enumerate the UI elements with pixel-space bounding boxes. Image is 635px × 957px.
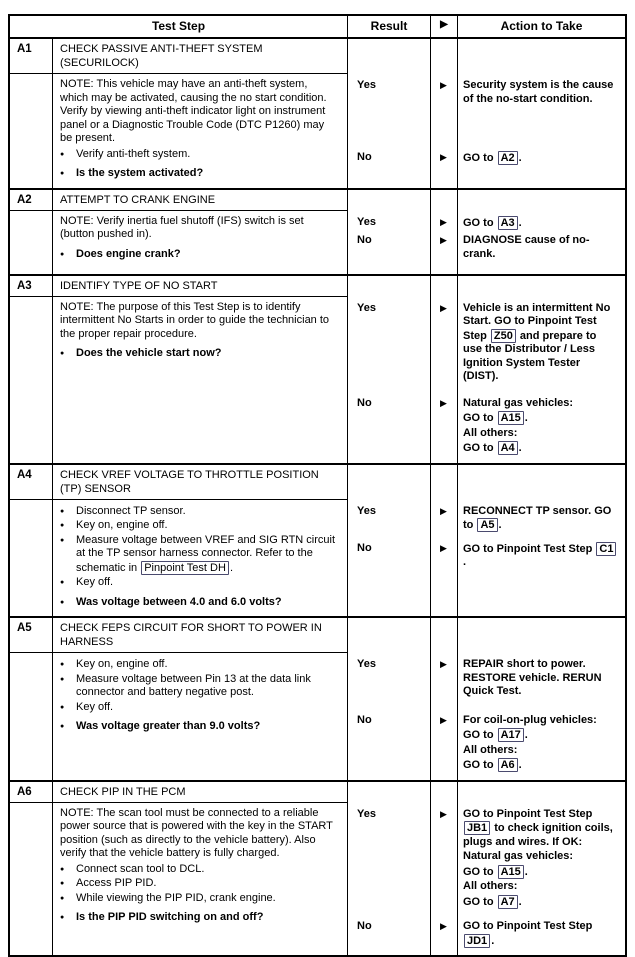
result-label: No (357, 151, 372, 163)
action-paragraph (463, 850, 618, 864)
result-group (347, 920, 622, 949)
action-text (457, 151, 622, 167)
test-step-reference[interactable]: C1 (596, 542, 616, 556)
step-header (10, 618, 347, 653)
test-step-row (10, 618, 625, 782)
test-step-reference[interactable]: A7 (498, 895, 518, 909)
text-segment: Key off. (76, 576, 114, 588)
action-paragraph (463, 758, 618, 773)
result-group (347, 397, 622, 457)
text-segment: Was voltage between 4.0 and 6.0 volts? (76, 595, 282, 608)
column-divider (52, 190, 53, 274)
column-divider (457, 276, 458, 463)
bullet-text (76, 576, 337, 590)
text-segment: . (518, 152, 522, 164)
result-group (347, 216, 622, 232)
result-label: No (357, 234, 372, 246)
result-label: No (357, 920, 372, 932)
test-step-reference[interactable]: JB1 (464, 821, 490, 835)
text-segment: . (518, 216, 522, 229)
step-id: A1 (17, 43, 32, 55)
text-segment: Key on, engine off. (76, 658, 168, 670)
bullet-text (76, 720, 337, 734)
text-segment: GO to Pinpoint Test Step (463, 542, 596, 555)
bullet-text (76, 892, 337, 906)
bullet-text (76, 658, 337, 672)
action-paragraph (463, 542, 618, 570)
text-segment: . (491, 934, 495, 947)
column-divider (430, 276, 431, 463)
bullet-text (76, 505, 337, 519)
bullet-item (60, 892, 337, 906)
text-segment: NOTE: The scan tool must be connected to a reliable power source that is powered with the key in the START position (such as directly to the vehicle battery). Also verify that the vehicle battery is fully charged. (60, 806, 333, 859)
text-segment: GO to (463, 152, 497, 164)
column-divider (347, 782, 348, 956)
action-paragraph (463, 895, 618, 910)
action-paragraph (463, 79, 618, 106)
result-group (347, 505, 622, 534)
text-segment: . (229, 561, 233, 574)
bullet-text (76, 877, 337, 891)
step-content (10, 500, 625, 617)
action-paragraph (463, 151, 618, 166)
text-segment: Key on, engine off. (76, 519, 168, 531)
step-body (10, 297, 347, 368)
bullet-icon: ● (60, 894, 65, 902)
bullet-item (60, 534, 337, 576)
result-group (347, 151, 622, 167)
step-id: A2 (17, 193, 32, 206)
result-label: No (357, 541, 372, 554)
column-divider (457, 465, 458, 617)
action-text (457, 397, 622, 457)
text-segment: and prepare to use the Distributor / Less Ignition System Tester (DIST). (463, 329, 597, 382)
result-arrow-icon: ▶ (440, 505, 447, 516)
action-paragraph (463, 411, 618, 426)
header-action: Action to Take (457, 16, 625, 37)
results-column (347, 803, 625, 956)
bullet-text (76, 347, 337, 361)
action-paragraph (463, 880, 618, 894)
step-body (10, 211, 347, 269)
step-header (10, 190, 347, 211)
bullet-icon: ● (60, 865, 65, 873)
test-step-reference[interactable]: A2 (498, 151, 518, 165)
text-segment: GO to (463, 759, 497, 771)
step-id: A6 (17, 785, 32, 798)
step-content (10, 803, 625, 956)
text-segment: Does engine crank? (76, 247, 181, 260)
test-step-row (10, 465, 625, 619)
test-step-reference[interactable]: A15 (498, 411, 524, 425)
bullet-icon: ● (60, 579, 65, 586)
text-segment: Measure voltage between VREF and SIG RTN circuit at the TP sensor harness connector. Refer to the schematic in (76, 533, 336, 574)
action-text (457, 234, 622, 262)
result-group (347, 302, 622, 385)
column-divider (347, 276, 348, 463)
text-segment: Verify anti-theft system. (76, 147, 191, 160)
result-arrow-icon: ▶ (440, 152, 447, 162)
column-divider (52, 276, 53, 463)
result-group (347, 714, 622, 774)
action-text (457, 658, 622, 700)
test-step-reference[interactable]: A3 (498, 216, 518, 230)
step-content (10, 653, 625, 780)
bullet-icon: ● (60, 914, 65, 921)
test-step-row (10, 190, 625, 276)
action-paragraph (463, 714, 618, 728)
text-segment: Is the system activated? (76, 167, 204, 179)
bullet-icon: ● (60, 703, 65, 711)
bullet-text (76, 673, 337, 700)
result-arrow-icon: ▶ (440, 235, 447, 245)
result-arrow-icon: ▶ (440, 542, 447, 553)
text-segment: . (518, 895, 522, 908)
action-paragraph (463, 505, 618, 533)
results-column (347, 211, 625, 269)
bullet-item (60, 658, 337, 672)
column-divider (430, 39, 431, 188)
bullet-item (60, 720, 337, 734)
action-paragraph (463, 808, 618, 850)
text-segment: NOTE: Verify inertia fuel shutoff (IFS) switch is set (button pushed in). (60, 214, 304, 240)
header-result: Result (347, 16, 430, 37)
column-divider (52, 618, 53, 780)
results-column (347, 653, 625, 780)
result-group (347, 808, 622, 911)
bullet-icon: ● (60, 661, 65, 668)
step-title: IDENTIFY TYPE OF NO START (60, 279, 218, 292)
text-segment: GO to (463, 729, 497, 741)
step-header (10, 782, 347, 803)
result-arrow-icon: ▶ (440, 80, 447, 90)
text-segment: REPAIR short to power. RESTORE vehicle. RERUN Quick Test. (463, 658, 602, 697)
column-divider (347, 618, 348, 780)
column-divider (457, 39, 458, 188)
step-note (60, 301, 337, 342)
step-note (60, 215, 337, 242)
bullet-icon: ● (60, 250, 65, 258)
header-test-step: Test Step (151, 19, 206, 33)
text-segment: Natural gas vehicles: (463, 396, 574, 409)
action-text (457, 920, 622, 949)
column-divider (457, 782, 458, 956)
column-divider (52, 782, 53, 956)
bullet-item (60, 519, 337, 533)
action-text (457, 808, 622, 911)
text-segment: Key off. (76, 700, 114, 713)
text-segment: All others: (463, 426, 518, 439)
results-column (347, 500, 625, 577)
test-step-reference[interactable]: A6 (498, 758, 518, 772)
result-arrow-icon: ▶ (440, 397, 447, 408)
table-header (10, 16, 625, 39)
step-content (10, 297, 625, 463)
step-title: CHECK VREF VOLTAGE TO THROTTLE POSITION (TP) SENSOR (60, 468, 319, 495)
step-body (10, 74, 347, 188)
step-title: ATTEMPT TO CRANK ENGINE (60, 193, 216, 206)
column-divider (430, 782, 431, 956)
action-text (457, 542, 622, 571)
step-id: A4 (17, 468, 32, 481)
column-divider (347, 465, 348, 617)
bullet-icon: ● (60, 507, 65, 515)
text-segment: NOTE: This vehicle may have an anti-theft system, which may be activated, causing the no start condition. Verify by viewing anti-theft indicator light on instrument panel or a Diagnostic Trouble Code (DTC P1260) may be present. (60, 78, 327, 144)
text-segment: Connect scan tool to DCL. (76, 862, 205, 875)
bullet-icon: ● (60, 598, 65, 606)
text-segment: Measure voltage between Pin 13 at the data link connector and battery negative post. (76, 672, 311, 698)
step-header (10, 39, 347, 74)
action-text (457, 79, 622, 107)
bullet-icon: ● (60, 522, 65, 529)
bullet-icon: ● (60, 350, 65, 357)
bullet-icon: ● (60, 536, 65, 544)
action-paragraph (463, 441, 618, 456)
bullet-item (60, 701, 337, 715)
text-segment: GO to (463, 442, 497, 454)
bullet-item (60, 248, 337, 262)
column-divider (347, 39, 348, 188)
result-arrow-icon: ▶ (440, 808, 447, 819)
results-column (347, 297, 625, 463)
action-text (457, 714, 622, 774)
action-paragraph (463, 744, 618, 758)
result-group (347, 542, 622, 571)
column-divider (347, 190, 348, 274)
test-step-row (10, 276, 625, 465)
test-step-reference[interactable]: A17 (498, 728, 524, 742)
step-body (10, 803, 347, 932)
result-group (347, 79, 622, 107)
action-paragraph (463, 427, 618, 441)
text-segment: to check ignition coils, plugs and wires. If OK: (463, 822, 613, 848)
bullet-item (60, 863, 337, 877)
text-segment: Natural gas vehicles: (463, 850, 574, 862)
text-segment: Is the PIP PID switching on and off? (76, 911, 264, 923)
result-label: Yes (357, 658, 376, 670)
bullet-item (60, 576, 337, 590)
action-paragraph (463, 302, 618, 384)
bullet-text (76, 534, 337, 576)
text-segment: . (524, 412, 528, 424)
action-text (457, 302, 622, 385)
action-paragraph (463, 216, 618, 231)
result-arrow-icon: ▶ (440, 921, 447, 931)
column-divider (52, 39, 53, 188)
text-segment: Was voltage greater than 9.0 volts? (76, 720, 261, 732)
step-body (10, 500, 347, 617)
text-segment: DIAGNOSE cause of no-crank. (463, 234, 590, 260)
step-title: CHECK FEPS CIRCUIT FOR SHORT TO POWER IN HARNESS (60, 622, 322, 648)
bullet-icon: ● (60, 170, 65, 177)
result-label: Yes (357, 301, 376, 314)
result-label: No (357, 713, 372, 726)
step-content (10, 211, 625, 269)
column-divider (457, 618, 458, 780)
bullet-item (60, 347, 337, 361)
text-segment: While viewing the PIP PID, crank engine. (76, 891, 276, 904)
result-group (347, 234, 622, 262)
text-segment: . (518, 759, 522, 771)
bullet-icon: ● (60, 150, 65, 158)
text-segment: Disconnect TP sensor. (76, 504, 186, 517)
bullet-text (76, 248, 337, 262)
result-arrow-icon: ▶ (440, 714, 447, 725)
test-step-reference[interactable]: A5 (477, 518, 497, 532)
test-step-reference[interactable]: Pinpoint Test DH (141, 561, 229, 575)
test-step-row (10, 782, 625, 956)
action-paragraph (463, 658, 618, 699)
text-segment: RECONNECT TP sensor. GO to (463, 504, 612, 531)
column-divider (430, 190, 431, 274)
text-segment: For coil-on-plug vehicles: (463, 713, 597, 726)
step-id: A5 (17, 622, 32, 634)
bullet-text (76, 863, 337, 877)
text-segment: Access PIP PID. (76, 877, 157, 889)
text-segment: . (524, 865, 528, 878)
step-content (10, 74, 625, 188)
result-label: Yes (357, 807, 376, 820)
step-title: CHECK PIP IN THE PCM (60, 785, 186, 798)
test-step-reference[interactable]: A15 (498, 865, 524, 879)
bullet-item (60, 877, 337, 891)
bullet-item (60, 167, 337, 181)
action-text (457, 505, 622, 534)
text-segment: All others: (463, 743, 518, 756)
action-paragraph (463, 397, 618, 411)
text-segment: All others: (463, 880, 518, 892)
action-text (457, 216, 622, 232)
result-group (347, 658, 622, 700)
test-step-reference[interactable]: A4 (498, 441, 518, 455)
test-step-reference[interactable]: JD1 (464, 934, 490, 948)
text-segment: . (518, 442, 522, 454)
bullet-text (76, 911, 337, 925)
result-label: Yes (357, 504, 376, 517)
test-step-rows (10, 39, 625, 955)
bullet-text (76, 167, 337, 181)
step-body (10, 653, 347, 741)
bullet-item (60, 596, 337, 610)
step-id: A3 (17, 279, 32, 292)
step-note (60, 78, 337, 146)
test-step-row (10, 39, 625, 190)
bullet-text (76, 519, 337, 533)
text-segment: . (463, 556, 467, 568)
bullet-text (76, 701, 337, 715)
text-segment: GO to Pinpoint Test Step (463, 807, 593, 820)
step-header (10, 465, 347, 500)
step-header (10, 276, 347, 297)
bullet-text (76, 148, 337, 162)
step-title: CHECK PASSIVE ANTI-THEFT SYSTEM (SECURILOCK) (60, 43, 263, 69)
text-segment: . (524, 729, 528, 741)
result-arrow-icon: ▶ (440, 659, 447, 669)
text-segment: Vehicle is an intermittent No Start. GO to Pinpoint Test Step (463, 301, 611, 342)
pinpoint-test-table (8, 14, 627, 957)
column-divider (52, 465, 53, 617)
action-paragraph (463, 728, 618, 743)
text-segment: GO to Pinpoint Test Step (463, 920, 593, 932)
result-label: Yes (357, 79, 376, 91)
text-segment: Security system is the cause of the no-start condition. (463, 79, 614, 105)
bullet-item (60, 673, 337, 700)
results-column (347, 74, 625, 173)
step-note (60, 807, 337, 861)
text-segment: GO to (463, 895, 497, 908)
result-label: No (357, 396, 372, 409)
bullet-item (60, 911, 337, 925)
bullet-item (60, 505, 337, 519)
result-arrow-icon: ▶ (440, 302, 447, 313)
result-arrow-icon: ▶ (440, 216, 447, 227)
bullet-text (76, 596, 337, 610)
text-segment: NOTE: The purpose of this Test Step is to identify intermittent No Starts in order to guide the technician to the proper repair procedure. (60, 300, 330, 340)
text-segment: Does the vehicle start now? (76, 347, 222, 359)
column-divider (457, 190, 458, 274)
bullet-item (60, 148, 337, 162)
bullet-icon: ● (60, 723, 65, 730)
text-segment: GO to (463, 216, 497, 229)
column-divider (430, 618, 431, 780)
result-label: Yes (357, 215, 376, 228)
action-paragraph (463, 920, 618, 948)
header-arrow-icon: ▶ (430, 16, 457, 37)
action-paragraph (463, 234, 618, 261)
action-paragraph (463, 865, 618, 880)
bullet-icon: ● (60, 880, 65, 887)
text-segment: . (498, 519, 502, 531)
text-segment: GO to (463, 865, 497, 878)
text-segment: GO to (463, 412, 497, 424)
bullet-icon: ● (60, 675, 65, 683)
test-step-reference[interactable]: Z50 (491, 329, 516, 343)
column-divider (430, 465, 431, 617)
